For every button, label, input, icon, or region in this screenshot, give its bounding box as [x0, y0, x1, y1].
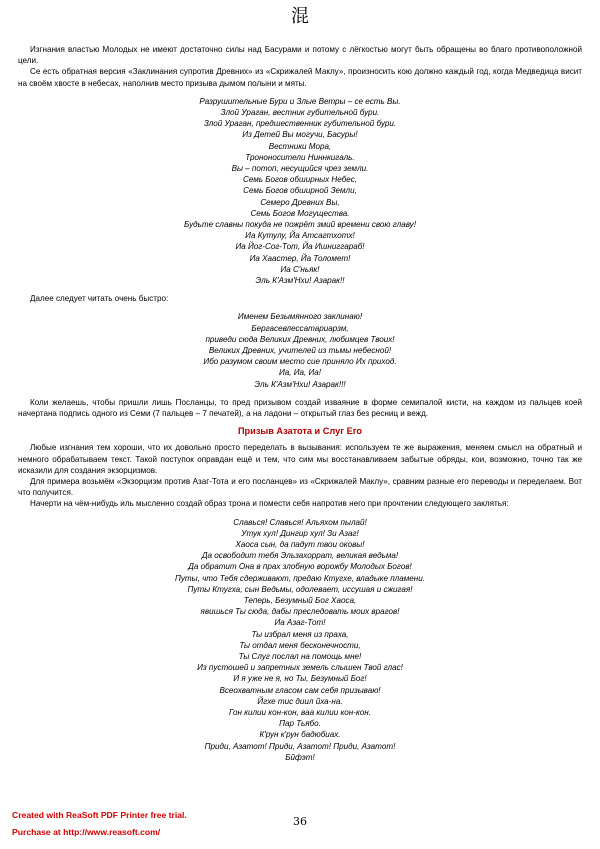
body-column: [18, 44, 582, 770]
poem-line: Йгхе тис диил йха-на.: [257, 696, 343, 706]
poem-line: Иа, Иа, Иа!: [278, 368, 322, 378]
poem-line: Злой Ураган, предшественник губительной бури.: [203, 119, 397, 129]
section-paragraph-3: Начерти на чём-нибудь иль мысленно создай образ трона и помести себя напротив него при прочтении следующего заклятья:: [30, 499, 509, 509]
poem-line: Семь Богов Могущества.: [250, 208, 350, 218]
page-number: 36: [293, 815, 307, 828]
poem-line: Семь Богов обширной Земли,: [243, 186, 357, 196]
poem-line: Пар Тьябо.: [279, 719, 321, 729]
poem-line: Иа Кутулу, Йа Атсагтхотх!: [245, 231, 355, 241]
fast-note: Далее следует читать очень быстро:: [30, 294, 169, 304]
poem-line: Да обратит Она в прах злобную ворожбу Молодых Богов!: [188, 562, 412, 572]
poem-block-2: [18, 311, 582, 389]
poem-line: Разрушительные Бури и Злые Ветры – се есть Вы.: [199, 96, 401, 106]
header-glyph: 混: [291, 6, 309, 27]
poem-line: Эль К'Азм'Нхи! Азарак!!!: [254, 379, 346, 389]
poem-line: Вестники Мора,: [268, 141, 332, 151]
poem-line: Злой Ураган, вестник губительной бури.: [220, 108, 380, 118]
poem-line: Трононосители Ниннкигаль.: [245, 152, 355, 162]
section-paragraph-2: Для примера возьмём «Экзорцизм против Азаг-Тота и его посланцев» из «Скрижалей Маклу», сравним разные его переводы и переделаем. Вот что получится.: [18, 476, 582, 498]
poem-line: приведи сюда Великих Древних, любимцев Твоих!: [205, 334, 395, 344]
intro-paragraph-1: Изгнания властью Молодых не имеют достаточно силы над Басурами и потому с лёгкостью могут быть обращены во благо противоположной цели.: [18, 45, 582, 66]
poem-line: Эль К'Азм'Нхи! Азарак!!: [255, 276, 345, 286]
poem-line: Славься! Славься! Альяхом пылай!: [233, 517, 367, 527]
poem-line: Из пустошей и запретных земель слышен Твой глас!: [197, 663, 403, 673]
messengers-paragraph: Коли желаешь, чтобы пришли лишь Посланцы, то пред призывом создай изваяние в форме семипалой кисти, на каждом из пальцев коей начертана подпись одного из Семи (7 пальцев – 7 печатей), а на ладони – открытый глаз без ресниц и вежд.: [18, 397, 582, 419]
poem-line: Всеохватным гласом сам себя призываю!: [219, 685, 381, 695]
poem-line: Путы, что Тебя сдерживают, предаю Ктугхе, владыке пламени.: [175, 573, 425, 583]
poem-line: Вы – потоп, несущийся чрез земли.: [231, 164, 369, 174]
poem-line: Иа Йог-Сог-Тот, Йа Ишниггараб!: [235, 242, 365, 252]
poem-line: Именем Безымянного заклинаю!: [237, 312, 363, 322]
poem-block-1: [18, 96, 582, 286]
intro-paragraph-2: Се есть обратная версия «Заклинания супротив Древних» из «Скрижалей Маклу», произносить кою должно каждый год, когда Медведица висит на своём хвосте в небесах, наполнив место призыва дымом полыни и мяты.: [18, 67, 582, 88]
poem-line: Ты отдал меня бесконечности,: [239, 640, 361, 650]
poem-line: К'рун к'рун бадюбиах.: [259, 730, 341, 740]
poem-line: Бйфэт!: [285, 752, 315, 762]
poem-line: Ибо разумом своим место сие приняло Их приход.: [203, 357, 397, 367]
poem-line: Да освободит тебя Эльзахоррат, великая ведьма!: [201, 551, 399, 561]
poem-line: Ты Слуг послал на помощь мне!: [238, 651, 362, 661]
poem-line: Великих Древних, учителей из тьмы небесной!: [208, 346, 392, 356]
poem-line: Утук хул! Дингир хул! Зи Азаг!: [241, 528, 359, 538]
poem-line: Хаоса сын, да падут твои оковы!: [235, 539, 365, 549]
poem-line: Будьте славны покуда не пожрёт змий времени свою главу!: [184, 220, 416, 230]
poem-line: Теперь, Безумный Бог Хаоса,: [243, 595, 357, 605]
poem-block-3: [18, 517, 582, 763]
watermark-trial-notice: Created with ReaSoft PDF Printer free trial.: [12, 810, 187, 820]
section-paragraph-1: Любые изгнания тем хороши, что их довольно просто переделать в вызывания: используем те же выражения, меняем смысл на обратный и немного обрабатываем текст. Такой поступок оправдан ещё и тем, что сим мы восстанавливаем забытые обряды, кои, возможно, точно так же исказили для создания экзорцизмов.: [18, 443, 582, 475]
poem-line: Ты избрал меня из праха,: [251, 629, 349, 639]
poem-line: Бергасевлессатариарзм,: [251, 323, 349, 333]
poem-line: Иа Азаг-Тот!: [274, 618, 326, 628]
poem-line: Гон килии кон-кон, ваа килии кон-кон.: [229, 707, 371, 717]
poem-line: Из Детей Вы могучи, Басуры!: [242, 130, 358, 140]
poem-line: Путы Ктугха, сын Ведьмы, одолевает, иссушая и сжигая!: [187, 584, 413, 594]
poem-line: Семеро Древних Вы,: [260, 197, 340, 207]
poem-line: явишься Ты сюда, дабы преследовать моих врагов!: [200, 607, 400, 617]
poem-line: Приди, Азатот! Приди, Азатот! Приди, Азатот!: [204, 741, 396, 751]
poem-line: Иа С'ньяк!: [280, 264, 320, 274]
poem-line: Семь Богов обширных Небес,: [242, 175, 358, 185]
poem-line: Иа Хаастер, Йа Толомет!: [249, 253, 351, 263]
poem-line: И я уже не я, но Ты, Безумный Бог!: [233, 674, 367, 684]
section-heading: Призыв Азатота и Слуг Его: [237, 426, 363, 437]
watermark-purchase-link[interactable]: Purchase at http://www.reasoft.com/: [12, 827, 161, 837]
